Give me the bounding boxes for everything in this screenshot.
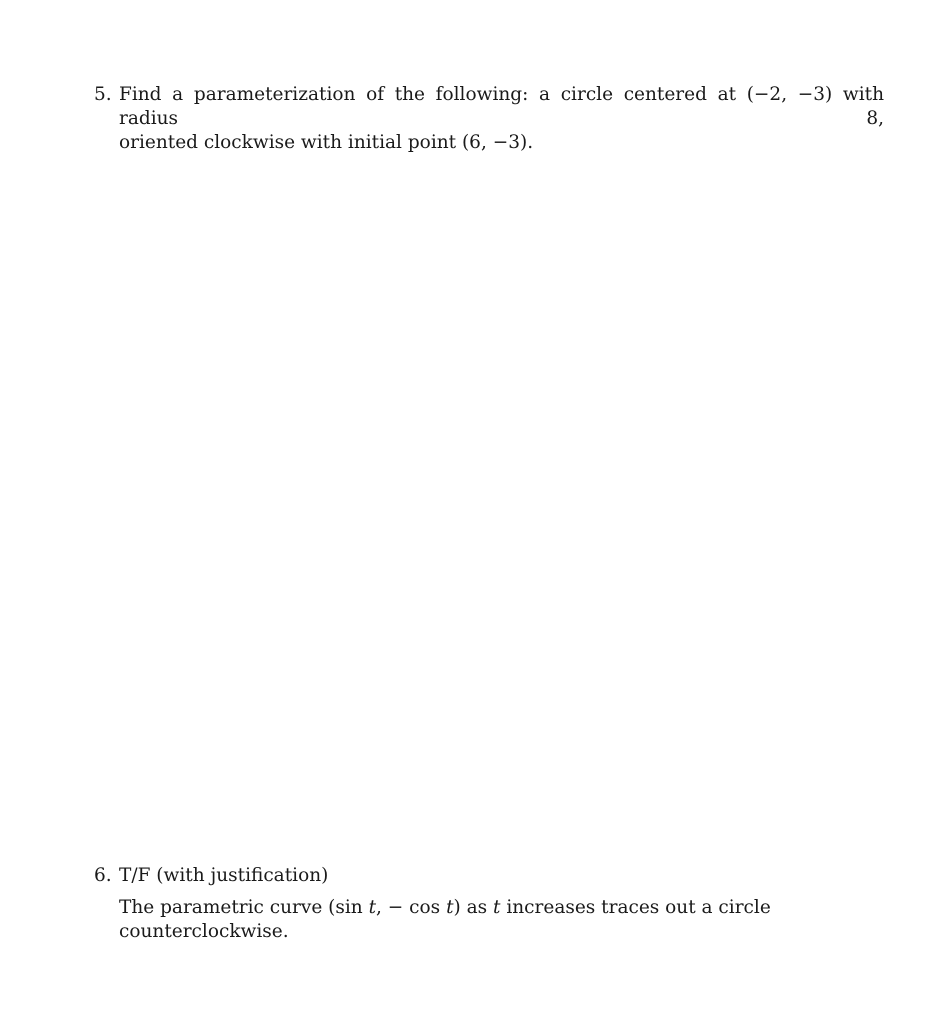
statement-close: ) as bbox=[453, 897, 494, 918]
problem-body bbox=[119, 864, 884, 944]
statement-middle: , − cos bbox=[376, 897, 447, 918]
problem-text-line-2: oriented clockwise with initial point (6, −3). bbox=[119, 132, 534, 153]
math-variable-t: t bbox=[446, 897, 454, 918]
math-variable-t: t bbox=[493, 897, 501, 918]
math-variable-t: t bbox=[368, 897, 377, 918]
problem-5 bbox=[94, 83, 884, 155]
problem-number: 5. bbox=[94, 84, 112, 105]
problem-6 bbox=[94, 864, 884, 944]
problem-title: T/F (with justification) bbox=[119, 865, 329, 886]
statement-prefix: The parametric curve (sin bbox=[119, 897, 369, 918]
problem-statement bbox=[119, 896, 884, 944]
problem-text-line-1: Find a parameterization of the following: a circle centered at (−2, −3) with radius 8, bbox=[119, 84, 884, 129]
problem-number: 6. bbox=[94, 865, 112, 886]
statement-suffix: increases traces out a circle counterclockwise. bbox=[119, 897, 771, 942]
problem-text bbox=[119, 83, 884, 155]
